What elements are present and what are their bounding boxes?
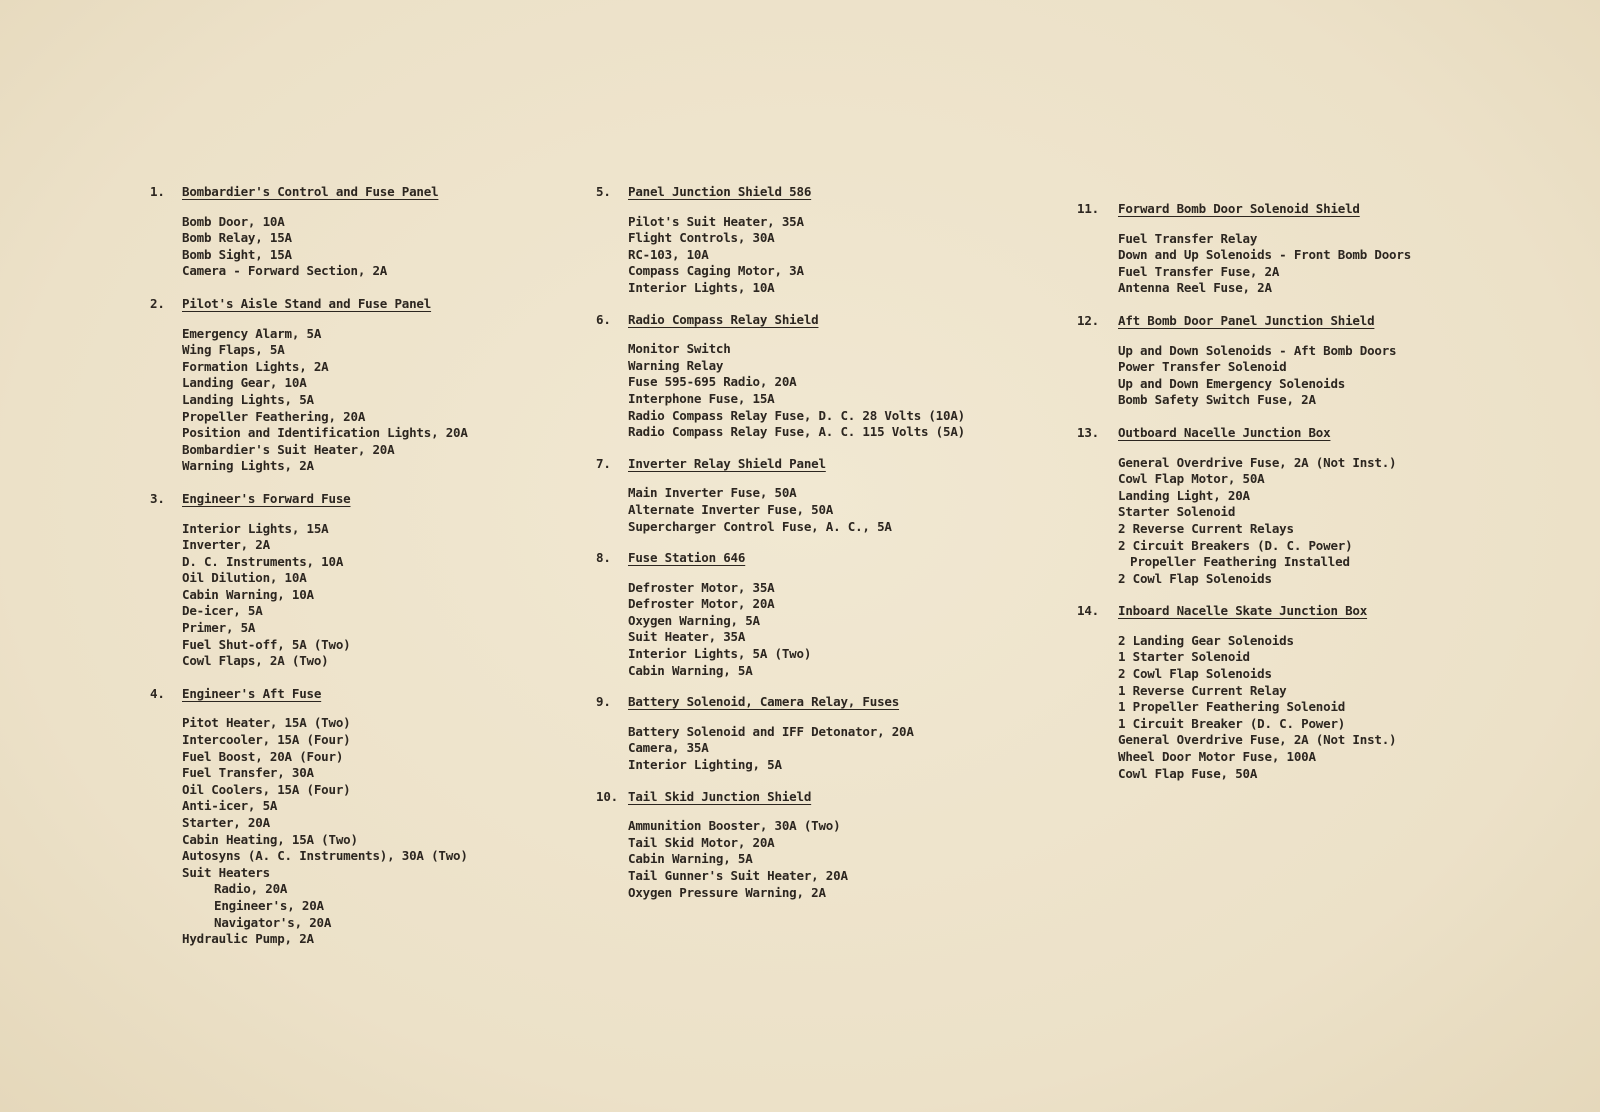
section-heading: [1077, 201, 1557, 218]
list-item: Cabin Heating, 15A (Two): [182, 831, 358, 847]
list-item: Compass Caging Motor, 3A: [628, 263, 804, 279]
section-heading: [1077, 603, 1557, 620]
column-2: [596, 184, 1046, 916]
list-item: Wheel Door Motor Fuse, 100A: [1118, 749, 1316, 765]
list-item: Bombardier's Suit Heater, 20A: [182, 441, 395, 457]
section-title: Radio Compass Relay Shield: [628, 311, 819, 327]
fuse-section: [1077, 603, 1557, 782]
section-title: Panel Junction Shield 586: [628, 184, 812, 199]
list-item: Main Inverter Fuse, 50A: [628, 485, 797, 501]
section-item-list: [628, 214, 1046, 297]
section-item-list: [1118, 633, 1557, 782]
fuse-section: [150, 296, 570, 475]
list-item: Hydraulic Pump, 2A: [182, 931, 314, 947]
list-item: Starter, 20A: [182, 815, 270, 830]
section-heading: [596, 550, 1046, 567]
list-item: Bomb Safety Switch Fuse, 2A: [1118, 392, 1316, 408]
section-item-list: [628, 580, 1046, 680]
section-heading: [596, 184, 1046, 201]
section-number: 5.: [596, 184, 611, 199]
section-heading: [596, 312, 1046, 329]
list-item: Tail Gunner's Suit Heater, 20A: [628, 868, 848, 883]
section-title: Forward Bomb Door Solenoid Shield: [1118, 201, 1360, 216]
list-item: Flight Controls, 30A: [628, 230, 775, 246]
list-item: Cowl Flap Fuse, 50A: [1118, 765, 1258, 781]
section-item-list: [182, 326, 570, 475]
section-number: 8.: [596, 550, 611, 566]
fuse-section: [150, 491, 570, 670]
list-item: Oil Dilution, 10A: [182, 570, 307, 586]
list-item: Bomb Door, 10A: [182, 213, 285, 229]
list-item: Fuel Boost, 20A (Four): [182, 748, 344, 764]
list-item: 2 Cowl Flap Solenoids: [1118, 570, 1272, 586]
section-item-list: [628, 341, 1046, 441]
section-item-list: [1118, 455, 1557, 588]
section-title: Engineer's Forward Fuse: [182, 490, 351, 506]
list-item: Down and Up Solenoids - Front Bomb Doors: [1118, 247, 1412, 263]
list-item: Interior Lights, 15A: [182, 520, 329, 536]
list-item: Cowl Flaps, 2A (Two): [182, 653, 329, 669]
list-item: Autosyns (A. C. Instruments), 30A (Two): [182, 848, 468, 864]
section-title: Aft Bomb Door Panel Junction Shield: [1118, 312, 1375, 328]
list-item: Radio Compass Relay Fuse, D. C. 28 Volts (10A): [628, 407, 965, 423]
list-item: Cabin Warning, 5A: [628, 851, 753, 867]
section-number: 4.: [150, 685, 165, 701]
list-item: Fuel Transfer Fuse, 2A: [1118, 263, 1280, 279]
fuse-section: [596, 184, 1046, 297]
section-title: Engineer's Aft Fuse: [182, 685, 322, 701]
list-item: Oxygen Warning, 5A: [628, 612, 760, 628]
list-item: 1 Starter Solenoid: [1118, 649, 1250, 665]
list-item: Fuel Shut-off, 5A (Two): [182, 636, 351, 652]
list-item: Landing Lights, 5A: [182, 391, 314, 407]
list-item: Tail Skid Motor, 20A: [628, 834, 775, 850]
section-number: 1.: [150, 184, 165, 199]
section-heading: [150, 296, 570, 313]
fuse-section: [596, 694, 1046, 773]
section-title: Inboard Nacelle Skate Junction Box: [1118, 603, 1368, 619]
list-item: Power Transfer Solenoid: [1118, 359, 1287, 375]
list-item: Alternate Inverter Fuse, 50A: [628, 501, 834, 517]
list-item: Bomb Relay, 15A: [182, 230, 292, 246]
list-item: Oxygen Pressure Warning, 2A: [628, 884, 826, 900]
list-item: General Overdrive Fuse, 2A (Not Inst.): [1118, 454, 1397, 470]
list-item: Ammunition Booster, 30A (Two): [628, 818, 841, 834]
list-item: Bomb Sight, 15A: [182, 246, 292, 262]
section-number: 9.: [596, 694, 611, 710]
section-heading: [596, 789, 1046, 806]
section-title: Outboard Nacelle Junction Box: [1118, 424, 1331, 440]
section-heading: [150, 491, 570, 508]
list-item: Up and Down Emergency Solenoids: [1118, 375, 1346, 391]
section-title: Bombardier's Control and Fuse Panel: [182, 184, 439, 199]
section-heading: [1077, 313, 1557, 330]
section-number: 7.: [596, 455, 611, 471]
section-heading: [1077, 425, 1557, 442]
list-item: Cowl Flap Motor, 50A: [1118, 471, 1265, 487]
fuse-section: [596, 312, 1046, 441]
section-title: Tail Skid Junction Shield: [628, 788, 812, 804]
list-item: Warning Relay: [628, 357, 724, 373]
list-item: Primer, 5A: [182, 620, 256, 636]
fuse-section: [1077, 313, 1557, 409]
list-item: 1 Reverse Current Relay: [1118, 682, 1287, 698]
list-item: Anti-icer, 5A: [182, 798, 278, 814]
fuse-section: [596, 550, 1046, 679]
list-item: Supercharger Control Fuse, A. C., 5A: [628, 518, 892, 534]
list-item: RC-103, 10A: [628, 246, 709, 262]
section-heading: [596, 694, 1046, 711]
section-number: 10.: [596, 788, 618, 804]
section-item-list: [1118, 343, 1557, 409]
fuse-section: [150, 184, 570, 280]
list-item: Interphone Fuse, 15A: [628, 390, 775, 406]
section-item-list: [628, 724, 1046, 774]
list-item: 1 Circuit Breaker (D. C. Power): [1118, 715, 1346, 731]
section-heading: [150, 184, 570, 201]
list-item: Antenna Reel Fuse, 2A: [1118, 280, 1272, 296]
list-item: 2 Circuit Breakers (D. C. Power): [1118, 537, 1353, 553]
list-item: General Overdrive Fuse, 2A (Not Inst.): [1118, 732, 1397, 748]
list-item: Fuse 595-695 Radio, 20A: [628, 374, 797, 390]
list-item: Position and Identification Lights, 20A: [182, 425, 468, 441]
list-item: 1 Propeller Feathering Solenoid: [1118, 699, 1346, 715]
section-item-list: [182, 715, 570, 947]
section-item-list: [628, 485, 1046, 535]
list-item: Propeller Feathering, 20A: [182, 408, 366, 424]
list-item: Defroster Motor, 20A: [628, 596, 775, 612]
list-item: Suit Heater, 35A: [628, 629, 746, 645]
list-item: Fuel Transfer Relay: [1118, 230, 1258, 246]
column-3: [1077, 201, 1557, 798]
list-item: Starter Solenoid: [1118, 504, 1236, 520]
list-item: Fuel Transfer, 30A: [182, 765, 314, 781]
section-item-list: [1118, 231, 1557, 297]
list-item: Landing Gear, 10A: [182, 375, 307, 391]
list-item: Pitot Heater, 15A (Two): [182, 715, 351, 731]
fuse-section: [596, 456, 1046, 535]
section-title: Inverter Relay Shield Panel: [628, 455, 826, 471]
list-item: Defroster Motor, 35A: [628, 579, 775, 595]
list-item: Formation Lights, 2A: [182, 358, 329, 374]
list-item: Suit Heaters: [182, 864, 270, 880]
list-item: Camera, 35A: [628, 740, 709, 756]
sub-list-item: Engineer's, 20A: [214, 897, 324, 913]
list-item: Warning Lights, 2A: [182, 458, 314, 474]
list-item: Intercooler, 15A (Four): [182, 732, 351, 748]
section-number: 6.: [596, 311, 611, 327]
list-item: Oil Coolers, 15A (Four): [182, 781, 351, 797]
section-number: 12.: [1077, 312, 1099, 328]
list-item: Pilot's Suit Heater, 35A: [628, 213, 804, 229]
section-item-list: [182, 521, 570, 670]
section-title: Battery Solenoid, Camera Relay, Fuses: [628, 694, 900, 710]
list-item: 2 Landing Gear Solenoids: [1118, 632, 1294, 648]
list-item: Radio Compass Relay Fuse, A. C. 115 Volts (5A): [628, 424, 965, 440]
list-item: Wing Flaps, 5A: [182, 342, 285, 358]
list-item: Cabin Warning, 5A: [628, 662, 753, 678]
fuse-section: [596, 789, 1046, 902]
section-number: 3.: [150, 490, 165, 506]
section-heading: [596, 456, 1046, 473]
section-heading: [150, 686, 570, 703]
section-title: Pilot's Aisle Stand and Fuse Panel: [182, 295, 432, 311]
list-item: Inverter, 2A: [182, 537, 270, 553]
list-item: De-icer, 5A: [182, 603, 263, 619]
sub-list-item: Radio, 20A: [214, 881, 288, 897]
section-number: 2.: [150, 295, 165, 311]
list-item: Landing Light, 20A: [1118, 487, 1250, 503]
list-item: Battery Solenoid and IFF Detonator, 20A: [628, 723, 914, 739]
list-item: Interior Lights, 10A: [628, 279, 775, 295]
list-item: Cabin Warning, 10A: [182, 586, 314, 602]
fuse-section: [150, 686, 570, 948]
section-number: 11.: [1077, 201, 1099, 216]
list-item: 2 Cowl Flap Solenoids: [1118, 666, 1272, 682]
list-item: Up and Down Solenoids - Aft Bomb Doors: [1118, 342, 1397, 358]
list-item: D. C. Instruments, 10A: [182, 553, 344, 569]
list-item: Interior Lights, 5A (Two): [628, 646, 812, 662]
section-number: 13.: [1077, 424, 1099, 440]
list-item: Emergency Alarm, 5A: [182, 325, 322, 341]
list-item: Interior Lighting, 5A: [628, 757, 782, 773]
list-item: 2 Reverse Current Relays: [1118, 520, 1294, 536]
fuse-section: [1077, 201, 1557, 297]
list-item: Camera - Forward Section, 2A: [182, 263, 388, 279]
sub-list-item: Propeller Feathering Installed: [1130, 554, 1350, 570]
column-1: [150, 184, 570, 964]
section-item-list: [628, 818, 1046, 901]
list-item: Monitor Switch: [628, 341, 731, 357]
section-item-list: [182, 214, 570, 280]
section-number: 14.: [1077, 603, 1099, 619]
fuse-section: [1077, 425, 1557, 587]
sub-list-item: Navigator's, 20A: [214, 914, 332, 930]
section-title: Fuse Station 646: [628, 550, 746, 566]
